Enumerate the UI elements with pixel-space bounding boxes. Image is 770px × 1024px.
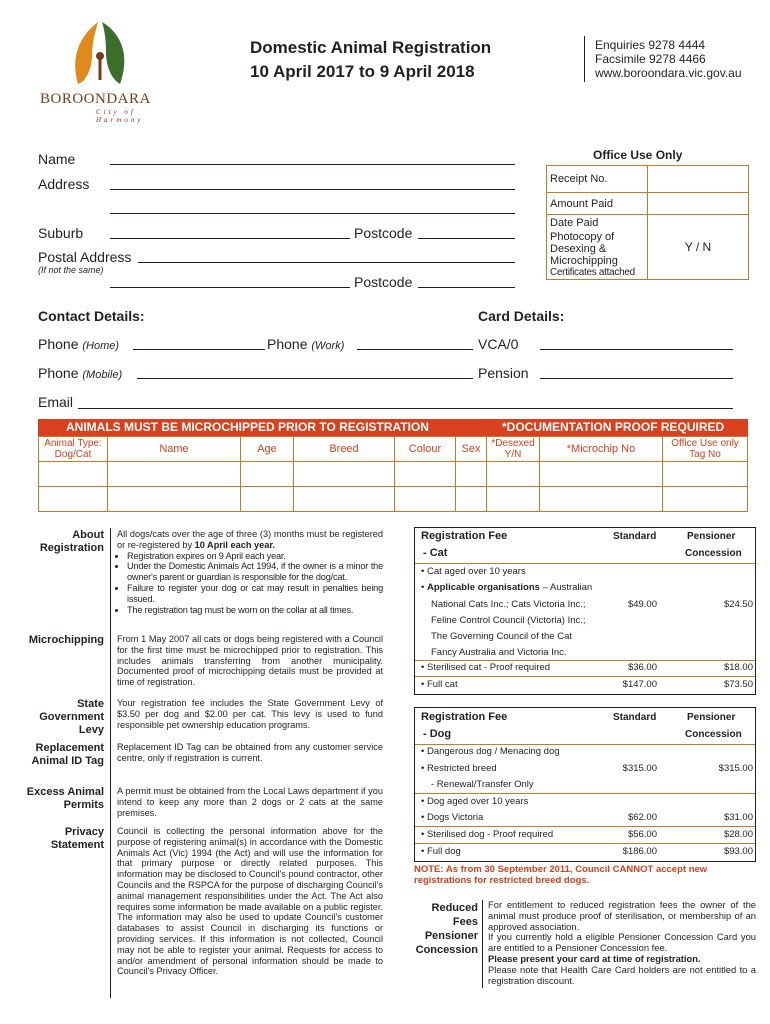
logo-tagline: City of Harmony <box>96 108 144 124</box>
about-bullet: • Registration expires on 9 April each year. <box>127 551 383 562</box>
cat-standard: Standard <box>613 531 657 542</box>
dog-row-dangerous: • Dangerous dog / Menacing dog <box>421 746 560 757</box>
col-colour: Colour <box>395 437 456 462</box>
postal-address-field-2[interactable] <box>110 287 350 288</box>
dog-row-label: Dangerous dog / Menacing dog <box>426 746 560 757</box>
pension-label: Pension <box>478 365 529 381</box>
cat-full-standard: $147.00 <box>622 679 657 690</box>
tag-text: Replacement ID Tag can be obtained from any customer service centre, only if registration is current. <box>117 742 383 763</box>
dog-row-label: Dogs Victoria <box>426 812 484 823</box>
micro-heading: Microchipping <box>28 634 104 646</box>
facsimile: Facsimile 9278 4466 <box>595 52 706 66</box>
vca-label: VCA/0 <box>478 336 519 352</box>
dog-restricted-pensioner: $315.00 <box>718 763 753 774</box>
about-intro: All dogs/cats over the age of three (3) months must be registered or re-registered by <box>117 529 383 550</box>
privacy-text: Council is collecting the personal information above for the purpose of registering animal(s) in accordance with the Domestic Animals Act (Vic) 1994 (the Act) and will use the information for that primary purpose or directly related purposes. This information may be disclosed to Council's pound contractor, other Councils and the RSPCA for the purpose of discharging Council's animal management responsibilities under the Act. The Act also requires some information be made available on a public register. The information may also be used to update Council's customer databases to assist Council in discharging its functions or providing services. If this information is not collected, Council may not be able to register your animal. Requests for access to and/or amendment of personal information should be made to Council's Privacy Officer. <box>117 826 383 977</box>
reduced-divider <box>482 900 483 988</box>
contact-title: Contact Details: <box>38 308 145 324</box>
about-bullet: • Under the Domestic Animals Act 1994, if the owner is a minor the owner's parent or guardian is responsible for the dog/cat. <box>127 561 383 583</box>
info-divider <box>110 528 111 998</box>
dog-concession: Concession <box>685 729 742 740</box>
cat-row-org2 <box>431 597 759 613</box>
dog-fee-title: Registration Fee <box>421 711 508 723</box>
phone-label: Phone <box>38 365 79 381</box>
dog-row-label: Dog aged over 10 years <box>426 796 529 807</box>
reduced-text <box>488 900 756 986</box>
suburb-field[interactable] <box>110 238 350 239</box>
dog-full-standard: $186.00 <box>622 846 657 857</box>
about-bullet: • The registration tag must be worn on the collar at all times. <box>127 605 383 616</box>
dog-victoria-standard: $62.00 <box>627 812 657 823</box>
cat-row-label: Feline Control Council (Victoria) Inc.; <box>431 615 586 626</box>
microchip-banner <box>38 419 748 436</box>
email-label: Email <box>38 394 74 410</box>
header-divider <box>584 36 585 82</box>
logo-name: BOROONDARA <box>40 91 151 107</box>
cat-org-standard: $49.00 <box>627 599 657 610</box>
reduced-para: For entitlement to reduced registration fees the owner of the animal must produce proof of sterilisation, or membership of an approved association. <box>488 899 756 932</box>
name-field[interactable] <box>110 164 515 165</box>
cat-row-aged: • Cat aged over 10 years <box>421 566 526 577</box>
col-breed: Breed <box>294 437 395 462</box>
title-line1: Domestic Animal Registration <box>250 38 492 57</box>
col-sex: Sex <box>456 437 487 462</box>
cat-fee-sub: - Cat <box>423 547 448 559</box>
phone-work-field[interactable] <box>357 349 473 350</box>
animal-row[interactable] <box>39 462 748 487</box>
col-office-tag: Office Use only Tag No <box>663 437 748 462</box>
office-use-table <box>546 165 749 280</box>
about-bullet: • Failure to register your dog or cat may result in penalties being issued. <box>127 583 383 605</box>
tag-heading: Replacement Animal ID Tag <box>31 742 104 767</box>
about-list <box>117 551 383 616</box>
dog-row-sterilised: • Sterilised dog - Proof required $56.00 $28.00 <box>421 827 749 843</box>
photocopy-line3: Microchipping <box>550 254 618 267</box>
page-title <box>250 36 550 84</box>
dog-restricted-standard: $315.00 <box>622 763 657 774</box>
phone-label: Phone <box>38 336 79 352</box>
cat-row-org3 <box>431 613 759 629</box>
restricted-note: NOTE: As from 30 September 2011, Council CANNOT accept new registrations for restricted breed dogs. <box>414 864 708 886</box>
date-paid: Date Paid <box>547 215 648 231</box>
cat-pensioner: Pensioner <box>687 531 736 542</box>
cat-fees-box <box>414 527 756 695</box>
cat-row-org: • Applicable organisations – Australian <box>421 582 593 593</box>
date-paid-field[interactable] <box>648 215 749 280</box>
cat-row-org5 <box>431 645 759 661</box>
mobile-label: (Mobile) <box>82 369 123 381</box>
micro-text: From 1 May 2007 all cats or dogs being registered with a Council for the first time must be microchipped prior to registration. This includes animals transferring from another municipality. Documented proof of microchipping details must be provided at time of registration. <box>117 634 383 688</box>
privacy-heading: Privacy Statement <box>50 826 104 851</box>
levy-text: Your registration fee includes the State Government Levy of $3.50 per dog and $2.00 per cat. This levy is used to fund responsible pet ownership education programs. <box>117 698 383 730</box>
cat-row-label-bold: Applicable organisations <box>426 582 540 593</box>
card-title: Card Details: <box>478 308 565 324</box>
address-field-2[interactable] <box>110 213 515 214</box>
dog-sterilised-pensioner: $28.00 <box>723 829 753 840</box>
yn-option: Y / N <box>684 239 712 254</box>
postcode-label: Postcode <box>354 225 413 241</box>
postal-address-label: Postal Address <box>38 249 132 265</box>
col-microchip: *Microchip No <box>540 437 663 462</box>
amount-paid-field[interactable] <box>648 193 749 215</box>
dog-row-victoria: • Dogs Victoria $62.00 $31.00 <box>421 810 749 826</box>
boroondara-leaf-icon <box>40 18 170 88</box>
cat-row-full: • Full cat $147.00 $73.50 <box>421 677 749 693</box>
cat-org-pensioner: $24.50 <box>723 599 753 610</box>
photocopy-line2: Desexing & <box>550 242 607 255</box>
cat-row-label: Sterilised cat - Proof required <box>426 662 550 673</box>
receipt-no-field[interactable] <box>648 166 749 193</box>
postcode2-field[interactable] <box>418 287 515 288</box>
cat-concession: Concession <box>685 548 742 559</box>
dog-row-label: - Renewal/Transfer Only <box>431 779 534 790</box>
photocopy-line1: Photocopy of <box>550 230 615 243</box>
col-age: Age <box>241 437 294 462</box>
cat-row-label: – Australian <box>539 582 593 593</box>
col-animal-type: Animal Type: Dog/Cat <box>39 437 108 462</box>
cat-row-org4 <box>431 629 759 645</box>
email-field[interactable] <box>78 408 733 409</box>
receipt-no: Receipt No. <box>547 166 648 193</box>
dog-row-renewal <box>431 777 759 793</box>
dog-row-label: Restricted breed <box>426 763 497 774</box>
amount-paid: Amount Paid <box>547 193 648 215</box>
col-desexed: *Desexed Y/N <box>487 437 540 462</box>
pension-field[interactable] <box>540 378 733 379</box>
reduced-heading: Reduced Fees Pensioner Concession <box>415 902 478 956</box>
dog-row-full: • Full dog $186.00 $93.00 <box>421 844 749 860</box>
dog-victoria-pensioner: $31.00 <box>723 812 753 823</box>
dog-row-label: Full dog <box>426 846 461 857</box>
cat-sterilised-pensioner: $18.00 <box>723 662 753 673</box>
name-label: Name <box>38 151 76 167</box>
dog-standard: Standard <box>613 712 657 723</box>
home-label: (Home) <box>82 340 120 352</box>
cat-row-label: Full cat <box>426 679 458 690</box>
postal-address-note: (If not the same) <box>38 265 104 275</box>
title-line2: 10 April 2017 to 9 April 2018 <box>250 62 475 81</box>
phone-home-field[interactable] <box>133 349 265 350</box>
reduced-para: Please note that Health Care Card holders are not entitled to a registration discount. <box>488 963 756 986</box>
cat-sterilised-standard: $36.00 <box>627 662 657 673</box>
banner-left: ANIMALS MUST BE MICROCHIPPED PRIOR TO REGISTRATION <box>66 420 429 434</box>
dog-sterilised-standard: $56.00 <box>627 829 657 840</box>
about-heading: About Registration <box>39 529 104 554</box>
cat-row-label: The Governing Council of the Cat <box>431 631 572 642</box>
reduced-para: If you currently hold a eligible Pensioner Concession Card you are entitled to a Pensioner Concession fee. <box>488 931 756 954</box>
phone-mobile-field[interactable] <box>137 378 473 379</box>
banner-right: *DOCUMENTATION PROOF REQUIRED <box>502 420 725 434</box>
cat-row-label: Fancy Australia and Victoria Inc. <box>431 647 567 658</box>
vca-field[interactable] <box>540 349 733 350</box>
website[interactable]: www.boroondara.vic.gov.au <box>595 66 742 80</box>
phone-label: Phone <box>267 336 308 352</box>
photocopy-line4: Certificates attached <box>550 266 635 278</box>
work-label: (Work) <box>311 340 345 352</box>
excess-text: A permit must be obtained from the Local Laws department if you intend to keep any more than 2 dogs or 2 cats at the same premises. <box>117 786 383 818</box>
about-text <box>117 529 383 615</box>
levy-heading: State Government Levy <box>39 698 104 736</box>
cat-row-sterilised: • Sterilised cat - Proof required $36.00 $18.00 <box>421 660 749 676</box>
dog-row-label: Sterilised dog - Proof required <box>426 829 554 840</box>
about-intro-bold: 10 April each year. <box>194 539 275 550</box>
enquiries: Enquiries 9278 4444 <box>595 38 706 52</box>
dog-fees-box <box>414 707 756 862</box>
dog-pensioner: Pensioner <box>687 712 736 723</box>
dog-row-restricted: • Restricted breed $315.00 $315.00 <box>421 761 749 777</box>
address-label: Address <box>38 176 90 192</box>
dog-full-pensioner: $93.00 <box>723 846 753 857</box>
contact-info <box>595 38 742 80</box>
council-logo <box>40 18 170 124</box>
col-name: Name <box>108 437 241 462</box>
postcode2-label: Postcode <box>354 274 413 290</box>
suburb-label: Suburb <box>38 225 84 241</box>
office-use-title: Office Use Only <box>593 148 683 162</box>
postal-address-field-1[interactable] <box>138 262 515 263</box>
cat-fee-title: Registration Fee <box>421 530 508 542</box>
excess-heading: Excess Animal Permits <box>26 786 104 811</box>
animal-table <box>38 436 748 512</box>
reduced-para-bold: Please present your card at time of registration. <box>488 952 701 964</box>
postcode-field[interactable] <box>418 238 515 239</box>
dog-row-aged: • Dog aged over 10 years <box>421 796 529 807</box>
cat-row-label: Cat aged over 10 years <box>426 566 526 577</box>
cat-full-pensioner: $73.50 <box>723 679 753 690</box>
phone-mobile-label <box>38 365 122 381</box>
animal-row[interactable] <box>39 487 748 512</box>
address-field-1[interactable] <box>110 189 515 190</box>
cat-row-label: National Cats Inc.; Cats Victoria Inc.; <box>431 599 586 610</box>
phone-home-label <box>38 336 119 352</box>
phone-work-label <box>267 336 344 352</box>
photocopy-label <box>547 231 648 280</box>
dog-fee-sub: - Dog <box>423 728 452 740</box>
